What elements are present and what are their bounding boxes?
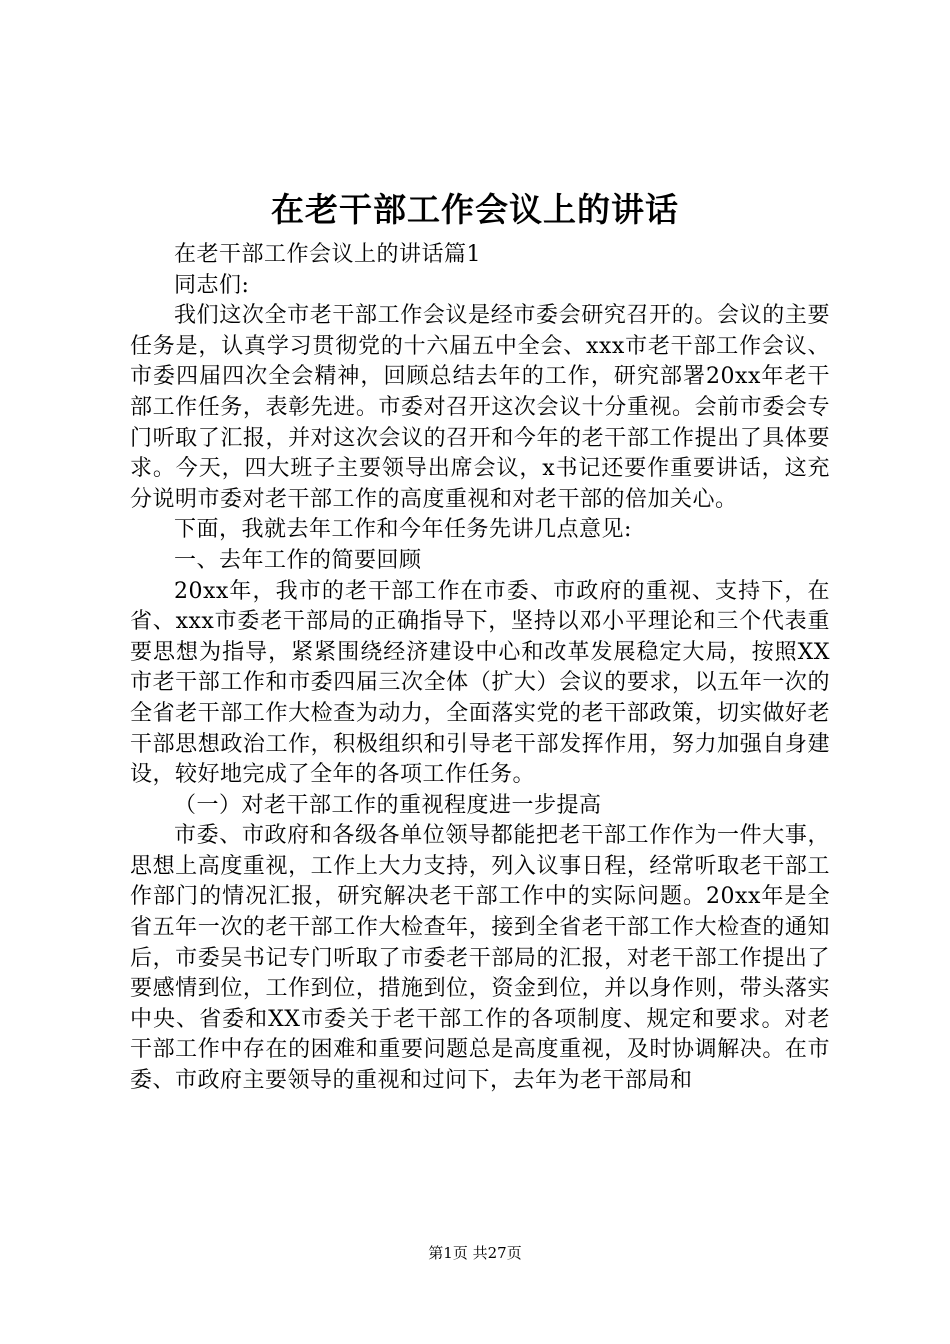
paragraph-salutation: 同志们:: [174, 272, 250, 298]
paragraph-heading: 在老干部工作会议上的讲话篇1: [174, 242, 481, 267]
document-body: [130, 240, 830, 1097]
page-footer: 第1页 共27页: [428, 1244, 522, 1262]
document-title: 在老干部工作会议上的讲话: [271, 190, 679, 229]
paragraph-attention: 市委、市政府和各级各单位领导都能把老干部工作作为一件大事，思想上高度重视，工作上大力支持，列入议事日程，经常听取老干部工作部门的情况汇报，研究解决老干部工作中的实际问题。20xx年是全省五年一次的老干部工作大检查年，接到全省老干部工作大检查的通知后，市委吴书记专门听取了市委老干部局的汇报，对老干部工作提出了要感情到位，工作到位，措施到位，资金到位，并以身作则，带头落实中央、省委和XX市委关于老干部工作的各项制度、规定和要求。对老干部工作中存在的困难和重要问题总是高度重视，及时协调解决。在市委、市政府主要领导的重视和过问下，去年为老干部局和: [130, 823, 830, 1094]
paragraph-review: 20xx年，我市的老干部工作在市委、市政府的重视、支持下，在省、xxx市委老干部局的正确指导下，坚持以邓小平理论和三个代表重要思想为指导，紧紧围绕经济建设中心和改革发展稳定大局，按照XX市老干部工作和市委四届三次全体（扩大）会议的要求，以五年一次的全省老干部工作大检查为动力，全面落实党的老干部政策，切实做好老干部思想政治工作，积极组织和引导老干部发挥作用，努力加强自身建设，较好地完成了全年的各项工作任务。: [130, 578, 830, 788]
section-heading-review: 一、去年工作的简要回顾: [174, 547, 422, 573]
subsection-heading-attention: （一）对老干部工作的重视程度进一步提高: [174, 792, 602, 818]
paragraph-transition: 下面，我就去年工作和今年任务先讲几点意见:: [174, 517, 632, 543]
paragraph-intro: 我们这次全市老干部工作会议是经市委会研究召开的。会议的主要任务是，认真学习贯彻党的十六届五中全会、xxx市老干部工作会议、市委四届四次全会精神，回顾总结去年的工作，研究部署20xx年老干部工作任务，表彰先进。市委对召开这次会议十分重视。会前市委会专门听取了汇报，并对这次会议的召开和今年的老干部工作提出了具体要求。今天，四大班子主要领导出席会议，x书记还要作重要讲话，这充分说明市委对老干部工作的高度重视和对老干部的倍加关心。: [130, 303, 830, 512]
